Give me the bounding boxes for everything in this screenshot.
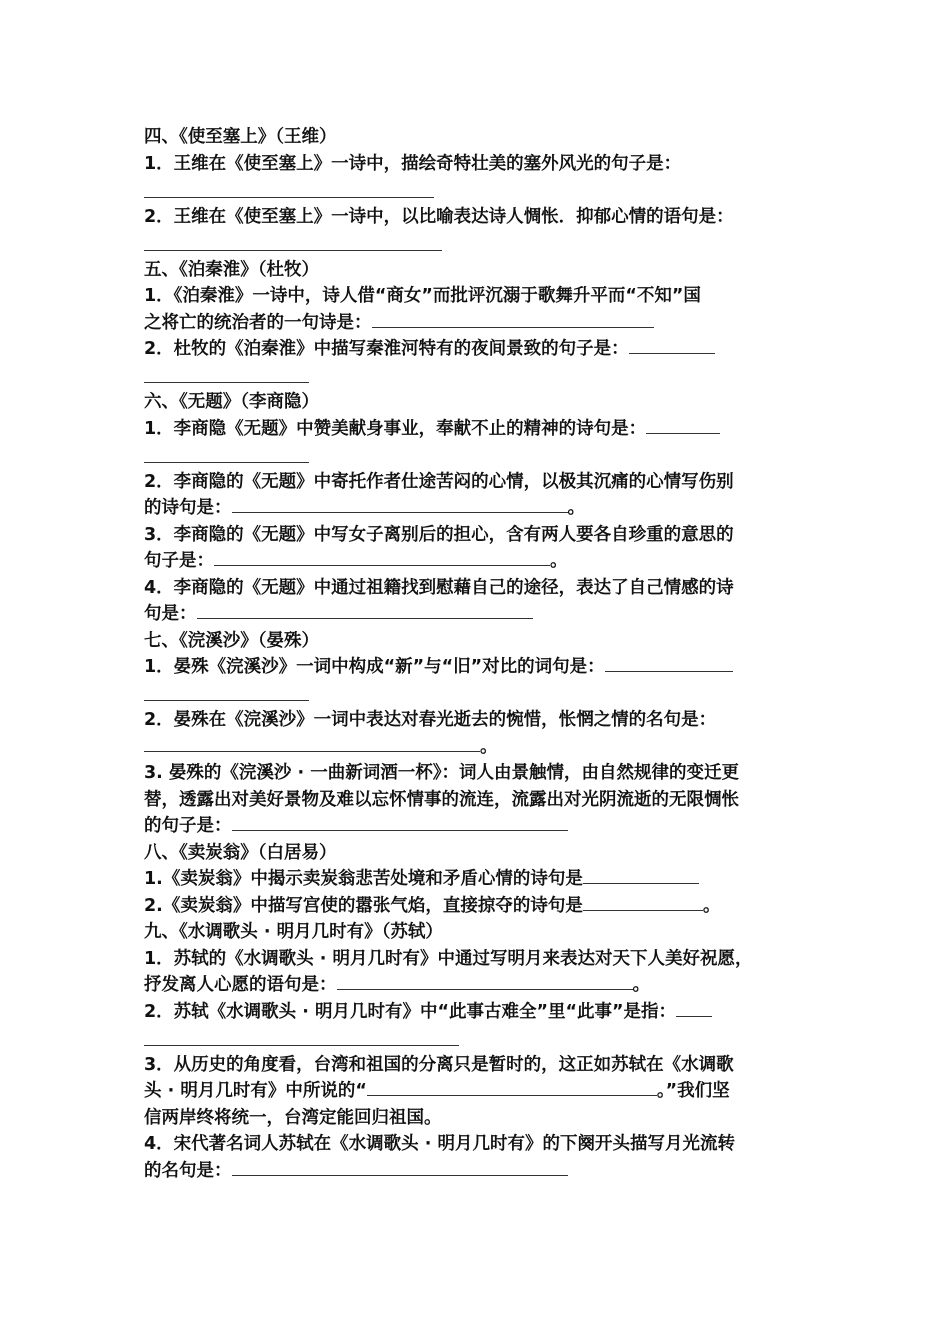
question-line xyxy=(144,654,816,681)
question-text: 2．李商隐的《无题》中寄托作者仕途苦闷的心情，以极其沉痛的心情写伤别 xyxy=(144,471,734,492)
answer-blank[interactable] xyxy=(144,734,480,752)
punctuation: 。 xyxy=(632,975,650,995)
answer-blank[interactable] xyxy=(646,416,720,434)
answer-blank[interactable] xyxy=(367,1078,657,1096)
question-text: 2．苏轼《水调歌头 · 明月几时有》中“此事古难全”里“此事”是指： xyxy=(144,1001,677,1022)
question-text: 1．王维在《使至塞上》一诗中，描绘奇特壮美的塞外风光的句子是： xyxy=(144,153,682,174)
answer-blank[interactable] xyxy=(605,654,733,672)
question-text: 3．李商隐的《无题》中写女子离别后的担心，含有两人要各自珍重的意思的 xyxy=(144,524,734,545)
answer-blank[interactable] xyxy=(144,1025,816,1052)
question-text: 之将亡的统治者的一句诗是： xyxy=(144,312,372,333)
answer-blank[interactable] xyxy=(232,813,568,831)
question-line xyxy=(144,601,816,628)
question-text: 4．宋代著名词人苏轼在《水调歌头 · 明月几时有》的下阕开头描写月光流转 xyxy=(144,1134,736,1154)
question-line xyxy=(144,416,816,443)
answer-blank[interactable] xyxy=(144,442,816,469)
question-text: 1．李商隐《无题》中赞美献身事业，奉献不止的精神的诗句是： xyxy=(144,418,647,439)
question-text: 。”我们坚 xyxy=(656,1081,730,1101)
answer-blank[interactable] xyxy=(232,1158,568,1176)
question-text: 1．《泊秦淮》一诗中，诗人借“商女”而批评沉溺于歌舞升平而“不知”国 xyxy=(144,286,701,306)
question-text: 2．杜牧的《泊秦淮》中描写秦淮河特有的夜间景致的句子是： xyxy=(144,339,629,359)
punctuation: 。 xyxy=(480,736,498,757)
question-text: 2.《卖炭翁》中描写宫使的嚣张气焰，直接掠夺的诗句是 xyxy=(144,895,583,916)
question-text: 的名句是： xyxy=(144,1160,232,1181)
question-text: 信两岸终将统一，台湾定能回归祖国。 xyxy=(144,1107,442,1128)
answer-blank[interactable] xyxy=(232,495,568,513)
punctuation: 。 xyxy=(702,895,721,916)
question-text: 的句子是： xyxy=(144,816,232,836)
punctuation: 。 xyxy=(567,498,585,518)
question-text: 1．苏轼的《水调歌头 · 明月几时有》中通过写明月来表达对天下人美好祝愿， xyxy=(144,948,753,969)
section-heading: 四、《使至塞上》（王维） xyxy=(144,127,337,147)
answer-blank[interactable] xyxy=(583,866,699,884)
question-line xyxy=(144,999,816,1026)
question-text: 句子是： xyxy=(144,551,214,571)
question-line xyxy=(144,972,816,999)
answer-blank[interactable] xyxy=(676,999,712,1017)
question-text: 的诗句是： xyxy=(144,498,232,518)
question-text: 1．晏殊《浣溪沙》一词中构成“新”与“旧”对比的词句是： xyxy=(144,657,605,677)
question-text: 3．从历史的角度看，台湾和祖国的分离只是暂时的，这正如苏轼在《水调歌 xyxy=(144,1054,734,1075)
question-text: 2．晏殊在《浣溪沙》一词中表达对春光逝去的惋惜，怅惘之情的名句是： xyxy=(144,710,717,730)
answer-blank[interactable] xyxy=(629,336,715,354)
answer-blank[interactable] xyxy=(337,972,633,990)
question-line xyxy=(144,734,816,761)
question-line xyxy=(144,310,816,337)
question-line xyxy=(144,866,816,893)
answer-blank[interactable] xyxy=(144,177,816,204)
section-heading: 八、《卖炭翁》（白居易） xyxy=(144,842,337,863)
section-heading: 七、《浣溪沙》（晏殊） xyxy=(144,630,319,651)
question-text: 1.《卖炭翁》中揭示卖炭翁悲苦处境和矛盾心情的诗句是 xyxy=(144,869,583,889)
question-line xyxy=(144,336,816,363)
answer-blank[interactable] xyxy=(583,893,703,911)
question-line xyxy=(144,495,816,522)
punctuation: 。 xyxy=(550,551,568,571)
question-line xyxy=(144,1158,816,1185)
worksheet-content xyxy=(144,124,816,1184)
section-heading: 九、《水调歌头 · 明月几时有》（苏轼） xyxy=(144,922,443,942)
question-text: 头 · 明月几时有》中所说的“ xyxy=(144,1081,367,1101)
answer-blank[interactable] xyxy=(197,601,533,619)
question-line xyxy=(144,548,816,575)
answer-blank[interactable] xyxy=(144,363,816,390)
question-line xyxy=(144,813,816,840)
section-heading: 六、《无题》（李商隐） xyxy=(144,392,319,412)
question-text: 句是： xyxy=(144,604,197,624)
question-text: 3. 晏殊的《浣溪沙 · 一曲新词酒一杯》：词人由景触情，由自然规律的变迁更 xyxy=(144,763,739,783)
section-heading: 五、《泊秦淮》（杜牧） xyxy=(144,259,319,280)
question-text: 4．李商隐的《无题》中通过祖籍找到慰藉自己的途径，表达了自己情感的诗 xyxy=(144,577,734,598)
answer-blank[interactable] xyxy=(214,548,550,566)
answer-blank[interactable] xyxy=(144,230,816,257)
question-line xyxy=(144,1078,816,1105)
question-text: 抒发离人心愿的语句是： xyxy=(144,975,337,995)
answer-blank[interactable] xyxy=(144,681,816,708)
answer-blank[interactable] xyxy=(372,310,654,328)
question-line xyxy=(144,893,816,920)
question-text: 2．王维在《使至塞上》一诗中，以比喻表达诗人惆怅．抑郁心情的语句是： xyxy=(144,206,734,227)
question-text: 替，透露出对美好景物及难以忘怀情事的流连，流露出对光阴流逝的无限惆怅 xyxy=(144,789,739,810)
